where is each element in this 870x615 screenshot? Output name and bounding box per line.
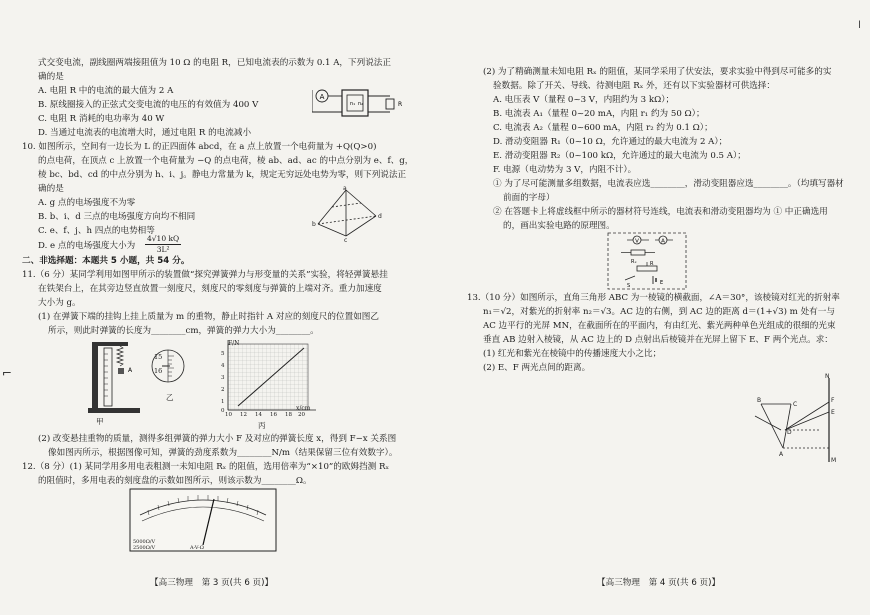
svg-text:B: B bbox=[757, 397, 762, 404]
q10-stem-line3: 棱 bc、bd、cd 的中点分别为 h、i、j。静电力常量为 k，规定无穷远处电势为零，则下列说法正 bbox=[38, 170, 407, 180]
svg-text:n₁: n₁ bbox=[350, 101, 356, 107]
q10-option-d: D. e 点的电场强度大小为 bbox=[38, 241, 136, 251]
graph-xtick-18: 18 bbox=[285, 412, 292, 418]
svg-text:A: A bbox=[128, 367, 133, 374]
svg-text:b: b bbox=[312, 221, 316, 228]
section-2-heading: 二、非选择题：本题共 5 小题，共 54 分。 bbox=[22, 256, 190, 266]
q13-stem-line4: 垂直 AB 边射入棱镜，从 AC 边上的 D 点射出后棱镜并在光屏上留下 E、F 两个光点。求： bbox=[483, 335, 833, 345]
fig-label-jia: 甲 bbox=[96, 417, 104, 426]
svg-text:E: E bbox=[660, 280, 664, 286]
svg-text:E: E bbox=[831, 409, 835, 416]
q13-stem-line1: 13.（10 分）如图所示，直角三角形 ABC 为一棱镜的横截面，∠A＝30°，该棱镜对红光的折射率 bbox=[467, 293, 840, 303]
svg-text:R: R bbox=[650, 261, 654, 267]
q11-part1-line2: 所示，则此时弹簧的长度为________cm，弹簧的弹力大小为________。 bbox=[48, 326, 319, 336]
meter-label-avo: A-V-Ω bbox=[190, 545, 204, 551]
fig-label-bing: 丙 bbox=[258, 421, 266, 430]
q11-part2-line2: 像如图丙所示，根据图像可知，弹簧的劲度系数为________N/m（结果保留三位有效数字）。 bbox=[48, 448, 398, 458]
graph-ytick-1: 1 bbox=[221, 399, 225, 405]
formula-numerator: 4√10 kQ bbox=[147, 234, 180, 243]
q10-option-a: A. g 点的电场强度不为零 bbox=[38, 198, 136, 208]
q10-stem-line1: 10. 如图所示，空间有一边长为 L 的正四面体 abcd，在 a 点上放置一个电荷量为 +Q(Q>0) bbox=[22, 142, 377, 152]
q10-option-b: B. b、i、d 三点的电场强度方向均不相同 bbox=[38, 212, 196, 222]
q13-stem-line2: n₁＝√2，对紫光的折射率 n₂＝√3。AC 边的右侧，到 AC 边的距离 d＝(1+√3) m 处有一与 bbox=[483, 307, 835, 317]
svg-text:F: F bbox=[831, 397, 835, 404]
q13-part2: (2) E、F 两光点间的距离。 bbox=[483, 363, 591, 373]
fig-label-yi: 乙 bbox=[166, 393, 174, 402]
svg-text:M: M bbox=[831, 457, 837, 464]
graph-xtick-20: 20 bbox=[298, 412, 305, 418]
q11-stem-line1: 11.（6 分）某同学利用如图甲所示的装置做“探究弹簧弹力与形变量的关系”实验，将轻弹簧悬挂 bbox=[22, 270, 388, 280]
equip-b: B. 电流表 A₁（量程 0~20 mA，内阻 r₁ 约为 50 Ω）； bbox=[493, 109, 705, 119]
left-page-footer: 【高三物理 第 3 页(共 6 页)】 bbox=[150, 578, 274, 588]
q12-sub1-line2: 前面的字母） bbox=[503, 193, 555, 203]
q9-option-c: C. 电阻 R 消耗的电功率为 40 W bbox=[38, 114, 165, 124]
meter-label-5000: 5000Ω/V bbox=[133, 539, 156, 545]
graph-xtick-14: 14 bbox=[255, 412, 262, 418]
q11-stem-line2: 在铁架台上，在其旁边竖直放置一刻度尺，刻度尺的零刻度与弹簧的上端对齐。重力加速度 bbox=[38, 284, 382, 294]
q9-option-a: A. 电阻 R 中的电流的最大值为 2 A bbox=[38, 86, 174, 96]
svg-text:d: d bbox=[378, 213, 382, 220]
svg-text:a: a bbox=[343, 186, 347, 192]
ammeter-symbol: A bbox=[319, 93, 325, 101]
prism-figure bbox=[751, 372, 837, 468]
q13-part1: (1) 红光和紫光在棱镜中的传播速度大小之比； bbox=[483, 349, 662, 359]
svg-text:S: S bbox=[627, 283, 631, 289]
graph-ytick-0: 0 bbox=[221, 408, 225, 414]
graph-ytick-3: 3 bbox=[221, 375, 225, 381]
q9-stem-line2: 确的是 bbox=[38, 72, 64, 82]
equip-d: D. 滑动变阻器 R₁（0~10 Ω，允许通过的最大电流为 2 A）； bbox=[493, 137, 728, 147]
q13-stem-line3: AC 边平行的光屏 MN，在截面所在的平面内，有由红光、紫光两种单色光组成的很细的光束 bbox=[483, 321, 836, 331]
meter-label-2500: 2500Ω/V bbox=[133, 545, 156, 551]
q10-stem-line4: 确的是 bbox=[38, 184, 64, 194]
tetrahedron-figure bbox=[312, 186, 388, 242]
q10-formula bbox=[145, 234, 181, 255]
circuit-components-box bbox=[607, 232, 687, 290]
equip-a: A. 电压表 V（量程 0~3 V，内阻约为 3 kΩ）； bbox=[493, 95, 675, 105]
svg-text:C: C bbox=[793, 401, 798, 408]
spring-apparatus-figure bbox=[88, 340, 148, 420]
graph-xtick-10: 10 bbox=[225, 412, 232, 418]
svg-text:A: A bbox=[661, 238, 665, 245]
graph-xlabel: x/cm bbox=[296, 405, 311, 412]
svg-text:R: R bbox=[398, 101, 403, 108]
graph-xtick-16: 16 bbox=[270, 412, 277, 418]
svg-text:Rₓ: Rₓ bbox=[631, 259, 637, 265]
q12-part2-line2: 验数据。除了开关、导线、待测电阻 Rₓ 外，还有以下实验器材可供选择： bbox=[493, 81, 775, 91]
graph-ytick-2: 2 bbox=[221, 387, 225, 393]
svg-text:N: N bbox=[825, 373, 830, 380]
binding-mark: ⌐ bbox=[2, 366, 13, 380]
svg-text:V: V bbox=[635, 238, 639, 245]
q12-sub2-line1: ② 在答题卡上将虚线框中所示的器材符号连线，电流表和滑动变阻器均为 ① 中正确选用 bbox=[493, 207, 828, 217]
svg-text:c: c bbox=[344, 237, 348, 242]
graph-ytick-4: 4 bbox=[221, 363, 225, 369]
q10-option-c: C. e、f、j、h 四点的电势相等 bbox=[38, 226, 155, 236]
dial-number-15: 15 bbox=[154, 353, 163, 361]
dial-number-16: 16 bbox=[154, 367, 163, 375]
equip-f: F. 电源（电动势为 3 V，内阻不计）。 bbox=[493, 165, 637, 175]
graph-ytick-5: 5 bbox=[221, 351, 225, 357]
q11-stem-line3: 大小为 g。 bbox=[38, 298, 81, 308]
svg-text:n₂: n₂ bbox=[358, 101, 364, 107]
corner-mark: ǀ bbox=[858, 20, 861, 31]
q9-option-b: B. 原线圈接入的正弦式交变电流的电压的有效值为 400 V bbox=[38, 100, 259, 110]
q10-stem-line2: 的点电荷，在顶点 c 上放置一个电荷量为 −Q 的点电荷，棱 ab、ad、ac 的中点分别为 e、f、g， bbox=[38, 156, 414, 166]
q12-sub1-line1: ① 为了尽可能测量多组数据，电流表应选________，滑动变阻器应选________。（均填写器材 bbox=[493, 179, 844, 189]
formula-denominator: 3L² bbox=[156, 245, 170, 254]
graph-ylabel: F/N bbox=[228, 340, 240, 347]
right-page bbox=[445, 0, 870, 615]
equip-e: E. 滑动变阻器 R₂（0~100 kΩ，允许通过的最大电流为 0.5 A）； bbox=[493, 151, 746, 161]
q12-line1: 12.（8 分）(1) 某同学用多用电表粗测一未知电阻 Rₓ 的阻值，选用倍率为“×10”的欧姆挡测 Rₓ bbox=[22, 462, 390, 472]
right-page-footer: 【高三物理 第 4 页(共 6 页)】 bbox=[597, 578, 721, 588]
q9-option-d: D. 当通过电流表的电流增大时，通过电阻 R 的电流减小 bbox=[38, 128, 252, 138]
q11-part1-line1: (1) 在弹簧下端的挂钩上挂上质量为 m 的重物，静止时指针 A 对应的刻度尺的位置如图乙 bbox=[38, 312, 379, 322]
q12-part2-line1: (2) 为了精确测量未知电阻 Rₓ 的阻值，某同学采用了伏安法，要求实验中得到尽可能多的实 bbox=[483, 67, 832, 77]
svg-text:A: A bbox=[779, 451, 784, 458]
transformer-figure bbox=[312, 84, 404, 120]
graph-xtick-12: 12 bbox=[240, 412, 247, 418]
q12-sub2-line2: 的，画出实验电路的原理图。 bbox=[503, 221, 615, 231]
q11-part2-line1: (2) 改变悬挂重物的质量，测得多组弹簧的弹力大小 F 及对应的弹簧长度 x，得到 F−x 关系图 bbox=[38, 434, 397, 444]
q12-line2: 的阻值时，多用电表的刻度盘的示数如图所示，则该示数为________Ω。 bbox=[38, 476, 312, 486]
svg-text:D: D bbox=[787, 429, 792, 436]
equip-c: C. 电流表 A₂（量程 0~600 mA，内阻 r₂ 约为 0.1 Ω）； bbox=[493, 123, 713, 133]
q9-stem-line1: 式交变电流，副线圈两端接阻值为 10 Ω 的电阻 R，已知电流表的示数为 0.1 A，下列说法正 bbox=[38, 58, 391, 68]
